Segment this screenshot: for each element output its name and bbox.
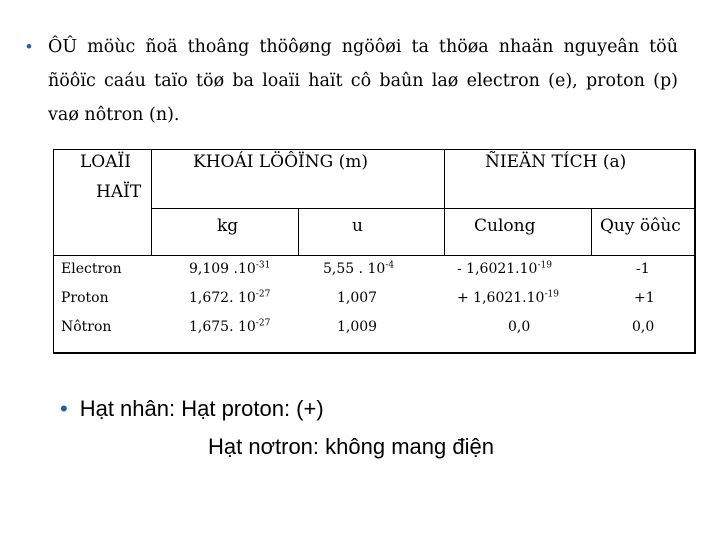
nucleus-line1-text: Hạt nhân: Hạt proton: (+) (79, 396, 324, 421)
header-unit: Quy öôùc (600, 216, 681, 236)
table-divider (444, 150, 445, 255)
bullet-icon: • (60, 396, 68, 421)
row-electron-unit: -1 (636, 261, 650, 277)
row-electron-coulomb: - $1,6021.10^{-19}$ (457, 260, 552, 277)
row-electron-kg: 9,109 $.10^{-31}$ (189, 260, 271, 277)
header-kg: kg (217, 216, 239, 236)
row-notron-unit: 0,0 (632, 319, 655, 335)
table-divider (151, 150, 152, 255)
header-mass: KHOÁI LÖÔÏNG (m) (193, 152, 368, 172)
row-proton-name: Proton (61, 290, 109, 306)
table-border (54, 352, 696, 354)
row-proton-kg: 1,672. $10^{-27}$ (189, 289, 271, 306)
row-proton-unit: +1 (634, 290, 655, 306)
intro-text: ÔÛ möùc ñoä thoâng thöôøng ngöôøi ta thöøa nhaän nguyeân töû ñöôïc caáu taïo töø ba loaïi haït cô baûn laø electron (e), proton (p) vaø nôtron (n). (48, 37, 678, 125)
row-notron-coulomb: 0,0 (508, 319, 531, 335)
header-charge: ÑIEÄN TÍCH (a) (485, 152, 627, 172)
nucleus-line1 (60, 396, 324, 422)
bullet-icon: • (26, 37, 32, 56)
intro-paragraph (26, 30, 678, 132)
header-coulomb: Culong (474, 216, 536, 236)
table-divider (151, 208, 696, 209)
row-electron-u: 5,55 . $10^{-4}$ (323, 260, 395, 277)
particle-table (53, 149, 696, 354)
row-notron-u: 1,009 (337, 319, 378, 335)
table-divider (298, 208, 299, 255)
row-proton-coulomb: + $1,6021.10^{-19}$ (457, 289, 559, 306)
row-notron-name: Nôtron (61, 319, 112, 335)
table-border (694, 150, 696, 353)
nucleus-line2: Hạt nơtron: không mang điện (208, 434, 494, 459)
header-particle-line2: HAÏT (96, 182, 142, 202)
row-proton-u: 1,007 (337, 290, 378, 306)
row-notron-kg: 1,675. $10^{-27}$ (189, 318, 271, 335)
table-divider (591, 208, 592, 255)
row-electron-name: Electron (61, 261, 122, 277)
header-u: u (352, 216, 363, 236)
header-particle-line1: LOAÏI (80, 152, 131, 172)
table-divider (54, 255, 696, 256)
